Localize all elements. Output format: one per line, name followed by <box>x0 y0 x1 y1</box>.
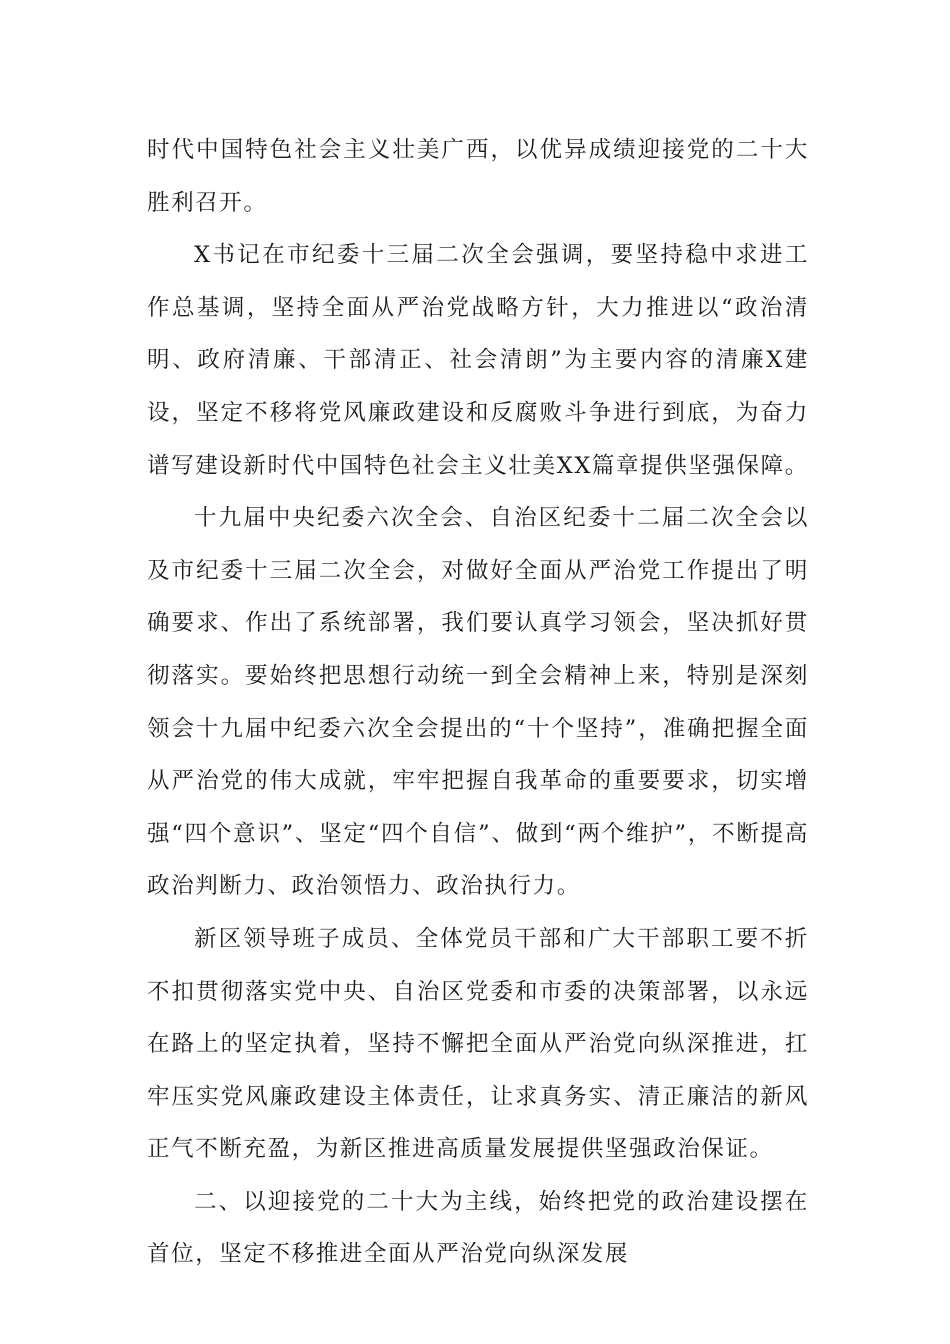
paragraph-leadership-duty: 新区领导班子成员、全体党员干部和广大干部职工要不折不扣贯彻落实党中央、自治区党委和市委的决策部署，以永远在路上的坚定执着，坚持不懈把全面从严治党向纵深推进，扛牢压实党风廉政建设主体责任，让求真务实、清正廉洁的新风正气不断充盈，为新区推进高质量发展提供坚强政治保证。 <box>147 925 809 1163</box>
document-body <box>147 124 809 1281</box>
paragraph-secretary-speech: X书记在市纪委十三届二次全会强调，要坚持稳中求进工作总基调，坚持全面从严治党战略方针，大力推进以“政治清明、政府清廉、干部清正、社会清朗”为主要内容的清廉X建设，坚定不移将党风廉政建设和反腐败斗争进行到底，为奋力谱写建设新时代中国特色社会主义壮美XX篇章提供坚强保障。 <box>147 242 809 479</box>
paragraph-continuation: 时代中国特色社会主义壮美广西，以优异成绩迎接党的二十大胜利召开。 <box>147 137 809 216</box>
section-heading-two: 二、以迎接党的二十大为主线，始终把党的政治建设摆在首位，坚定不移推进全面从严治党向纵深发展 <box>147 1188 809 1268</box>
paragraph-plenary-requirements: 十九届中央纪委六次全会、自治区纪委十二届二次全会以及市纪委十三届二次全会，对做好全面从严治党工作提出了明确要求、作出了系统部署，我们要认真学习领会，坚决抓好贯彻落实。要始终把思想行动统一到全会精神上来，特别是深刻领会十九届中纪委六次全会提出的“十个坚持”，准确把握全面从严治党的伟大成就，牢牢把握自我革命的重要要求，切实增强“四个意识”、坚定“四个自信”、做到“两个维护”，不断提高政治判断力、政治领悟力、政治执行力。 <box>147 505 809 900</box>
